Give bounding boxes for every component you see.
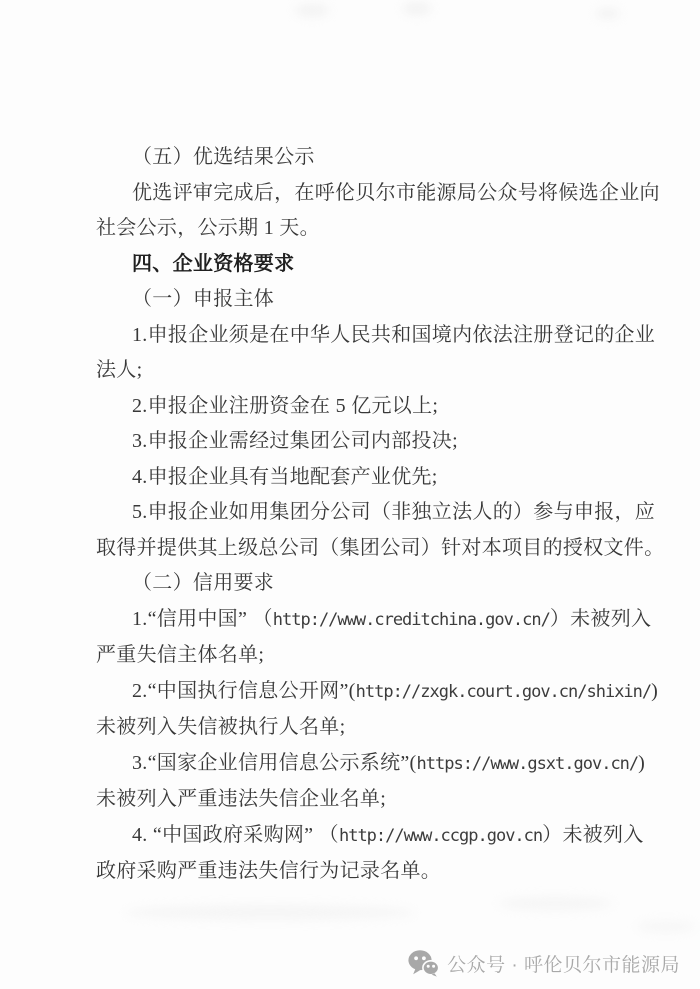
list-item-text: ): [638, 751, 646, 774]
list-item-line: 严重失信主体名单;: [96, 644, 265, 666]
subsection1-heading: （一）申报主体: [132, 288, 275, 310]
list-item-line: 5.申报企业如用集团分公司（非独立法人的）参与申报，应: [132, 501, 656, 523]
list-item-text: 4. “中国政府采购网” （: [132, 823, 339, 846]
wechat-watermark: [408, 950, 680, 977]
list-item-line: 未被列入失信被执行人名单;: [96, 716, 346, 738]
list-item-line: 取得并提供其上级总公司（集团公司）针对本项目的授权文件。: [96, 536, 665, 559]
paragraph-line: 社会公示，公示期 1 天。: [96, 217, 320, 239]
scan-artifact: [636, 921, 696, 932]
list-item-line: 1.申报企业须是在中华人民共和国境内依法注册登记的企业: [132, 323, 656, 346]
list-item-line: 法人;: [96, 359, 143, 381]
wechat-icon: [408, 950, 439, 977]
scan-artifact: [295, 4, 329, 17]
list-item-line: [96, 746, 668, 783]
list-item-text: ): [651, 679, 659, 702]
list-item-text: 2.“中国执行信息公开网”(: [132, 679, 356, 702]
list-item-line: 未被列入严重违法失信企业名单;: [96, 788, 387, 810]
url-text: http://www.creditchina.gov.cn/: [272, 609, 550, 630]
list-item-line: [96, 602, 668, 639]
wechat-account-label: 公众号 · 呼伦贝尔市能源局: [447, 955, 680, 976]
url-text: https://www.gsxt.gov.cn/: [416, 753, 639, 774]
list-item-line: [96, 818, 668, 855]
url-text: http://www.ccgp.gov.cn: [338, 825, 543, 846]
scan-artifact: [125, 905, 415, 920]
section5-heading: （五）优选结果公示: [132, 146, 315, 168]
list-item-text: 3.“国家企业信用信息公示系统”(: [132, 751, 417, 774]
list-item-line: 政府采购严重违法失信行为记录名单。: [96, 860, 442, 882]
list-item-text: ）未被列入: [542, 823, 644, 846]
scan-artifact: [498, 897, 613, 910]
url-text: http://zxgk.court.gov.cn/shixin/: [355, 681, 652, 702]
list-item-text: 1.“信用中国” （: [132, 607, 273, 630]
subsection2-heading: （二）信用要求: [132, 572, 275, 594]
list-item-line: 4.申报企业具有当地配套产业优先;: [132, 465, 438, 488]
paragraph-line: 优选评审完成后，在呼伦贝尔市能源局公众号将候选企业向: [132, 181, 660, 204]
list-item-line: 2.申报企业注册资金在 5 亿元以上;: [132, 394, 439, 417]
scan-artifact: [596, 8, 620, 19]
list-item-line: 3.申报企业需经过集团公司内部投决;: [132, 430, 458, 452]
scan-artifact: [402, 2, 432, 15]
document-body: [96, 140, 668, 890]
list-item-text: ）未被列入: [549, 607, 652, 630]
list-item-line: [96, 674, 668, 711]
section4-main-heading: 四、企业资格要求: [132, 252, 295, 275]
